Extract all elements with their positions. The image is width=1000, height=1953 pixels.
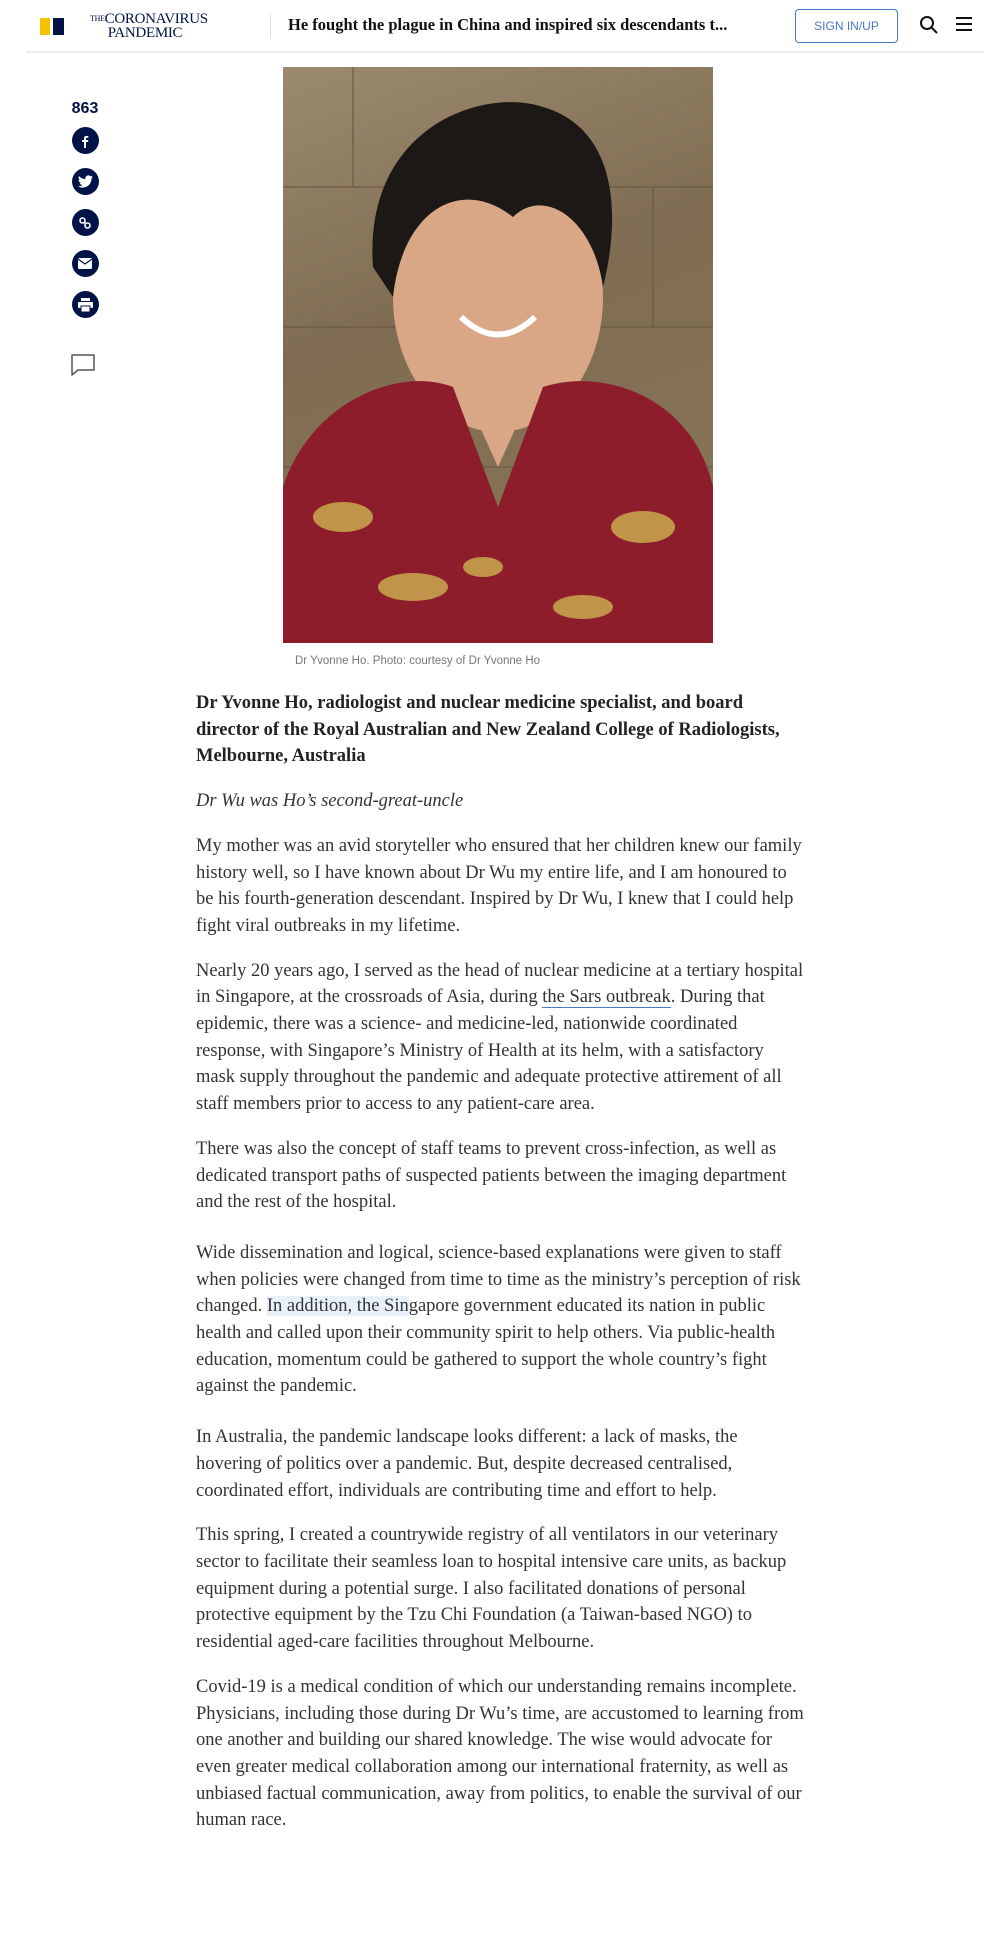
logo-icon[interactable]	[40, 18, 64, 35]
article-headline: He fought the plague in China and inspired six descendants t...	[288, 15, 728, 34]
header-divider	[270, 14, 271, 38]
photo-caption: Dr Yvonne Ho. Photo: courtesy of Dr Yvonne Ho	[295, 655, 541, 667]
mail-icon	[78, 258, 92, 269]
printer-icon	[78, 298, 93, 312]
share-bar	[70, 100, 100, 383]
relation-subhead: Dr Wu was Ho’s second-great-uncle	[196, 791, 464, 812]
portrait-photo	[283, 67, 713, 643]
print-button[interactable]	[72, 291, 99, 318]
search-icon[interactable]	[919, 15, 939, 35]
contributor-byline: Dr Yvonne Ho, radiologist and nuclear medicine specialist, and board director of the Royal Australian and New Zealand College of Radiologists, Melbourne, Australia	[196, 693, 780, 767]
twitter-icon	[78, 175, 93, 188]
paragraph: Nearly 20 years ago, I served as the head of nuclear medicine at a tertiary hospital in Singapore, at the crossroads of Asia, during the Sars outbreak. During that epidemic, there was a science- and medicine-led, nationwide coordinated response, with Singapore’s Ministry of Health at its helm, with a satisfactory mask supply throughout the pandemic and adequate protective attirement of all staff members prior to access to any patient-care area.	[196, 960, 804, 1115]
paragraph: In Australia, the pandemic landscape looks different: a lack of masks, the hovering of politics over a pandemic. But, despite decreased centralised, coordinated effort, individuals are contributing time and effort to help.	[196, 1427, 738, 1501]
facebook-icon	[78, 134, 92, 148]
comment-icon[interactable]	[70, 352, 96, 378]
section-brand[interactable]: $^{THE}$CORONAVIRUS PANDEMIC	[90, 11, 208, 41]
copy-link-button[interactable]	[72, 209, 99, 236]
article-body	[196, 690, 806, 1852]
sars-outbreak-link[interactable]: the Sars outbreak	[542, 987, 671, 1008]
paragraph: Wide dissemination and logical, science-based explanations were given to staff when policies were changed from time to time as the ministry’s perception of risk changed. In addition, the Singapore government educated its nation in public health and called upon their community spirit to help others. Via public-health education, momentum could be gathered to support the whole country’s fight against the pandemic.	[196, 1242, 801, 1397]
paragraph: Covid-19 is a medical condition of which our understanding remains incomplete. Physicians, including those during Dr Wu’s time, are accustomed to learning from one another and building our shared knowledge. The wise would advocate for even greater medical collaboration among our international fraternity, as well as unbiased factual communication, away from politics, to enable the survival of our human race.	[196, 1676, 804, 1831]
email-share-button[interactable]	[72, 250, 99, 277]
paragraph: My mother was an avid storyteller who ensured that her children knew our family history well, so I have known about Dr Wu my entire life, and I am honoured to be his fourth-generation descendant. Inspired by Dr Wu, I knew that I could help fight viral outbreaks in my lifetime.	[196, 835, 802, 936]
link-icon	[78, 216, 92, 230]
top-header	[26, 0, 984, 53]
paragraph: This spring, I created a countrywide registry of all ventilators in our veterinary sector to facilitate their seamless loan to hospital intensive care units, as backup equipment during a potential surge. I also facilitated donations of personal protective equipment by the Tzu Chi Foundation (a Taiwan-based NGO) to residential aged-care facilities throughout Melbourne.	[196, 1525, 787, 1653]
share-count: 863	[71, 100, 99, 117]
sign-in-button[interactable]: SIGN IN/UP	[795, 9, 898, 43]
portrait-image	[283, 67, 713, 643]
facebook-share-button[interactable]	[72, 127, 99, 154]
twitter-share-button[interactable]	[72, 168, 99, 195]
highlighted-text: In addition, the Sin	[266, 1296, 409, 1317]
menu-icon[interactable]	[956, 17, 972, 31]
paragraph: There was also the concept of staff teams to prevent cross-infection, as well as dedicated transport paths of suspected patients between the imaging department and the rest of the hospital.	[196, 1138, 787, 1213]
